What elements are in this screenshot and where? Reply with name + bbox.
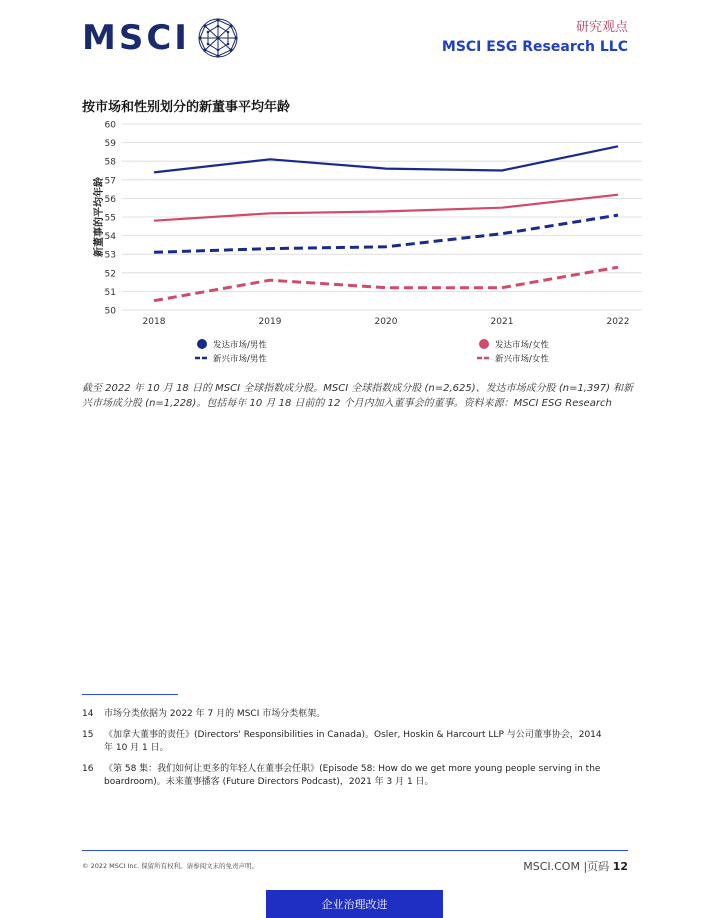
header-right (442, 16, 628, 55)
y-tick-label: 52 (104, 269, 116, 280)
y-tick-label: 54 (104, 232, 116, 243)
y-tick-label: 56 (104, 194, 116, 205)
footnote (82, 708, 612, 721)
series-line (154, 267, 618, 301)
y-tick-label: 58 (104, 157, 116, 168)
logo-wordmark: MSCI (82, 18, 190, 58)
y-tick-label: 60 (104, 120, 116, 131)
footnote-text: 《第 58 集：我们如何让更多的年轻人在董事会任职》(Episode 58: How do we get more young people serving in the boardroom)。未来董事播客 (Future Directors Podcast)，2021 年 3 月 1 日。 (104, 764, 601, 787)
page-number: 12 (612, 860, 628, 873)
footnotes (82, 708, 612, 797)
footer-page-info (523, 858, 628, 874)
footer-copyright: © 2022 MSCI Inc. 保留所有权利。请参阅文末的免责声明。 (82, 862, 259, 870)
legend-marker (197, 339, 207, 349)
y-tick-label: 55 (104, 213, 116, 224)
header-title: MSCI ESG Research LLC (441, 39, 628, 55)
x-tick-label: 2020 (374, 317, 398, 327)
series-line (154, 215, 618, 252)
footnote-number: 16 (82, 764, 94, 774)
y-axis-label: 新董事的平均年龄 (94, 177, 105, 257)
line-chart (82, 112, 642, 372)
globe-icon (196, 16, 240, 60)
x-tick-label: 2018 (142, 317, 166, 327)
legend-marker (479, 339, 489, 349)
legend-label: 发达市场/女性 (495, 340, 549, 351)
footnote (82, 763, 612, 789)
footnote-text: 《加拿大董事的责任》(Directors' Responsibilities in Canada)。Osler, Hoskin & Harcourt LLP 与公司董事协会，2014 年 10 月 1 日。 (104, 730, 602, 753)
footnote-number: 14 (82, 709, 94, 719)
chart-caption: 截至 2022 年 10 月 18 日的 MSCI 全球指数成分股。MSCI 全球指数成分股 (n=2,625)、发达市场成分股 (n=1,397) 和新兴市场成分股 (n=1,228)。包括每年 10 月 18 日前的 12 个月内加入董事会的董事。资料来源：MSCI ESG Research (82, 383, 634, 409)
msci-logo (82, 16, 240, 60)
legend-label: 发达市场/男性 (213, 340, 267, 351)
header-subtitle: 研究观点 (575, 20, 628, 35)
x-tick-label: 2021 (490, 317, 514, 327)
footer-page-label: |页码 (583, 860, 610, 873)
section-tab[interactable]: 企业治理改进 (266, 890, 443, 918)
x-tick-label: 2019 (258, 317, 282, 327)
footnote-divider (82, 694, 178, 695)
y-tick-label: 53 (104, 250, 116, 261)
footer-site-link[interactable]: MSCI.COM (523, 860, 580, 873)
footer-divider (82, 850, 628, 851)
x-tick-label: 2022 (606, 317, 630, 327)
y-tick-label: 51 (104, 287, 116, 298)
footnote-number: 15 (82, 730, 94, 740)
footnote (82, 729, 612, 755)
footnote-text: 市场分类依据为 2022 年 7 月的 MSCI 市场分类框架。 (104, 709, 326, 719)
series-line (154, 146, 618, 172)
y-tick-label: 59 (104, 139, 116, 150)
legend-label: 新兴市场/男性 (213, 354, 267, 365)
y-tick-label: 50 (104, 306, 116, 317)
chart-title: 按市场和性别划分的新董事平均年龄 (82, 100, 291, 115)
legend-label: 新兴市场/女性 (495, 354, 549, 365)
y-tick-label: 57 (104, 176, 116, 187)
